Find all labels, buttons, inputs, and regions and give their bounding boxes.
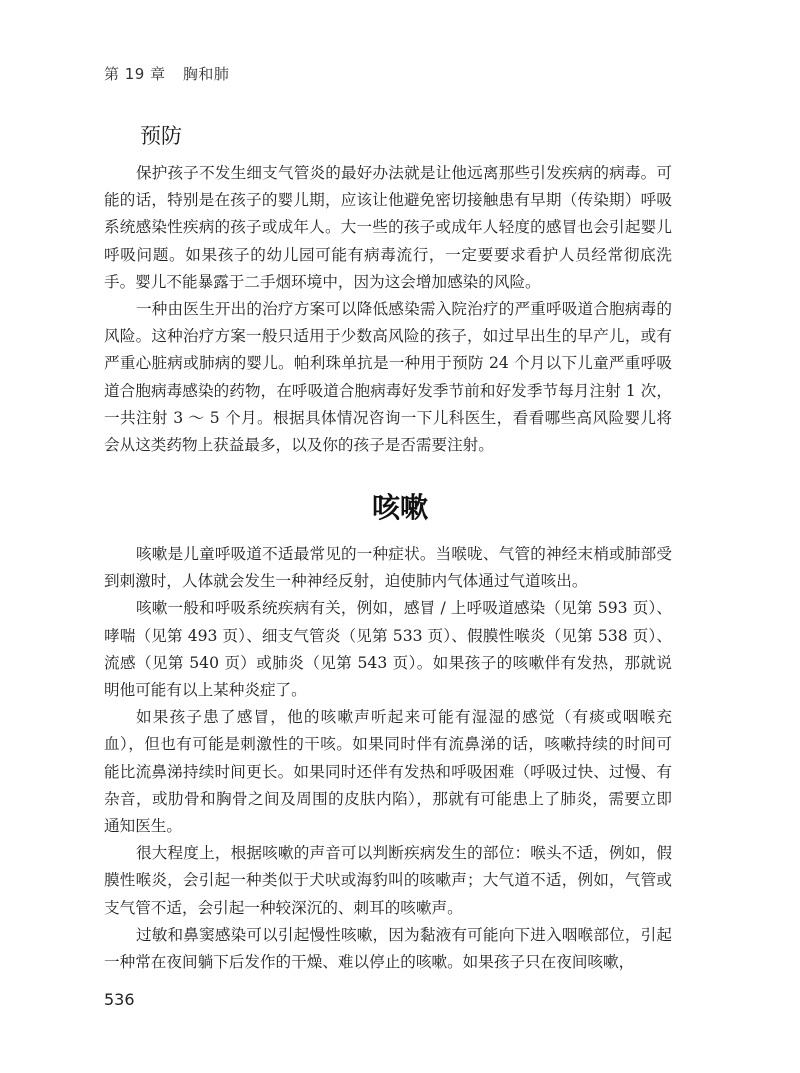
section-heading-prevention: 预防 bbox=[140, 124, 182, 148]
page-number: 536 bbox=[104, 990, 135, 1009]
chapter-title: 胸和肺 bbox=[182, 65, 230, 83]
chapter-number: 第 19 章 bbox=[104, 65, 166, 83]
paragraph: 如果孩子患了感冒，他的咳嗽声听起来可能有湿湿的感觉（有痰或咽喉充血），但也有可能是刺激性的干咳。如果同时伴有流鼻涕的话，咳嗽持续的时间可能比流鼻涕持续时间更长。如果同时还伴有发热和呼吸困难（呼吸过快、过慢、有杂音，或肋骨和胸骨之间及周围的皮肤内陷），那就有可能患上了肺炎，需要立即通知医生。 bbox=[104, 708, 672, 836]
paragraph: 很大程度上，根据咳嗽的声音可以判断疾病发生的部位：喉头不适，例如，假膜性喉炎，会引起一种类似于犬吠或海豹叫的咳嗽声；大气道不适，例如，气管或支气管不适，会引起一种较深沉的、刺耳的咳嗽声。 bbox=[104, 844, 672, 917]
paragraph: 保护孩子不发生细支气管炎的最好办法就是让他远离那些引发疾病的病毒。可能的话，特别是在孩子的婴儿期，应该让他避免密切接触患有早期（传染期）呼吸系统感染性疾病的孩子或成年人。大一些的孩子或成年人轻度的感冒也会引起婴儿呼吸问题。如果孩子的幼儿园可能有病毒流行，一定要要求看护人员经常彻底洗手。婴儿不能暴露于二手烟环境中，因为这会增加感染的风险。 bbox=[104, 164, 672, 291]
paragraph: 一种由医生开出的治疗方案可以降低感染需入院治疗的严重呼吸道合胞病毒的风险。这种治疗方案一般只适用于少数高风险的孩子，如过早出生的早产儿，或有严重心脏病或肺病的婴儿。帕利珠单抗是一种用于预防 24 个月以下儿童严重呼吸道合胞病毒感染的药物，在呼吸道合胞病毒好发季节前和好发季节每月注射 1 次，一共注射 3 ～ 5 个月。根据具体情况咨询一下儿科医生，看看哪些高风险婴儿将会从这类药物上获益最多，以及你的孩子是否需要注射。 bbox=[104, 300, 672, 455]
prevention-body bbox=[104, 160, 672, 459]
section-heading-cough: 咳嗽 bbox=[371, 491, 428, 524]
cough-body bbox=[104, 541, 672, 976]
paragraph: 咳嗽是儿童呼吸道不适最常见的一种症状。当喉咙、气管的神经末梢或肺部受到刺激时，人体就会发生一种神经反射，迫使肺内气体通过气道咳出。 bbox=[104, 545, 672, 591]
paragraph: 咳嗽一般和呼吸系统疾病有关，例如，感冒 / 上呼吸道感染（见第 593 页）、哮喘（见第 493 页）、细支气管炎（见第 533 页）、假膜性喉炎（见第 538 页）、流感（见第 540 页）或肺炎（见第 543 页）。如果孩子的咳嗽伴有发热，那就说明他可能有以上某种炎症了。 bbox=[104, 599, 672, 700]
running-head bbox=[104, 63, 229, 84]
paragraph: 过敏和鼻窦感染可以引起慢性咳嗽，因为黏液有可能向下进入咽喉部位，引起一种常在夜间躺下后发作的干燥、难以停止的咳嗽。如果孩子只在夜间咳嗽， bbox=[104, 925, 672, 972]
